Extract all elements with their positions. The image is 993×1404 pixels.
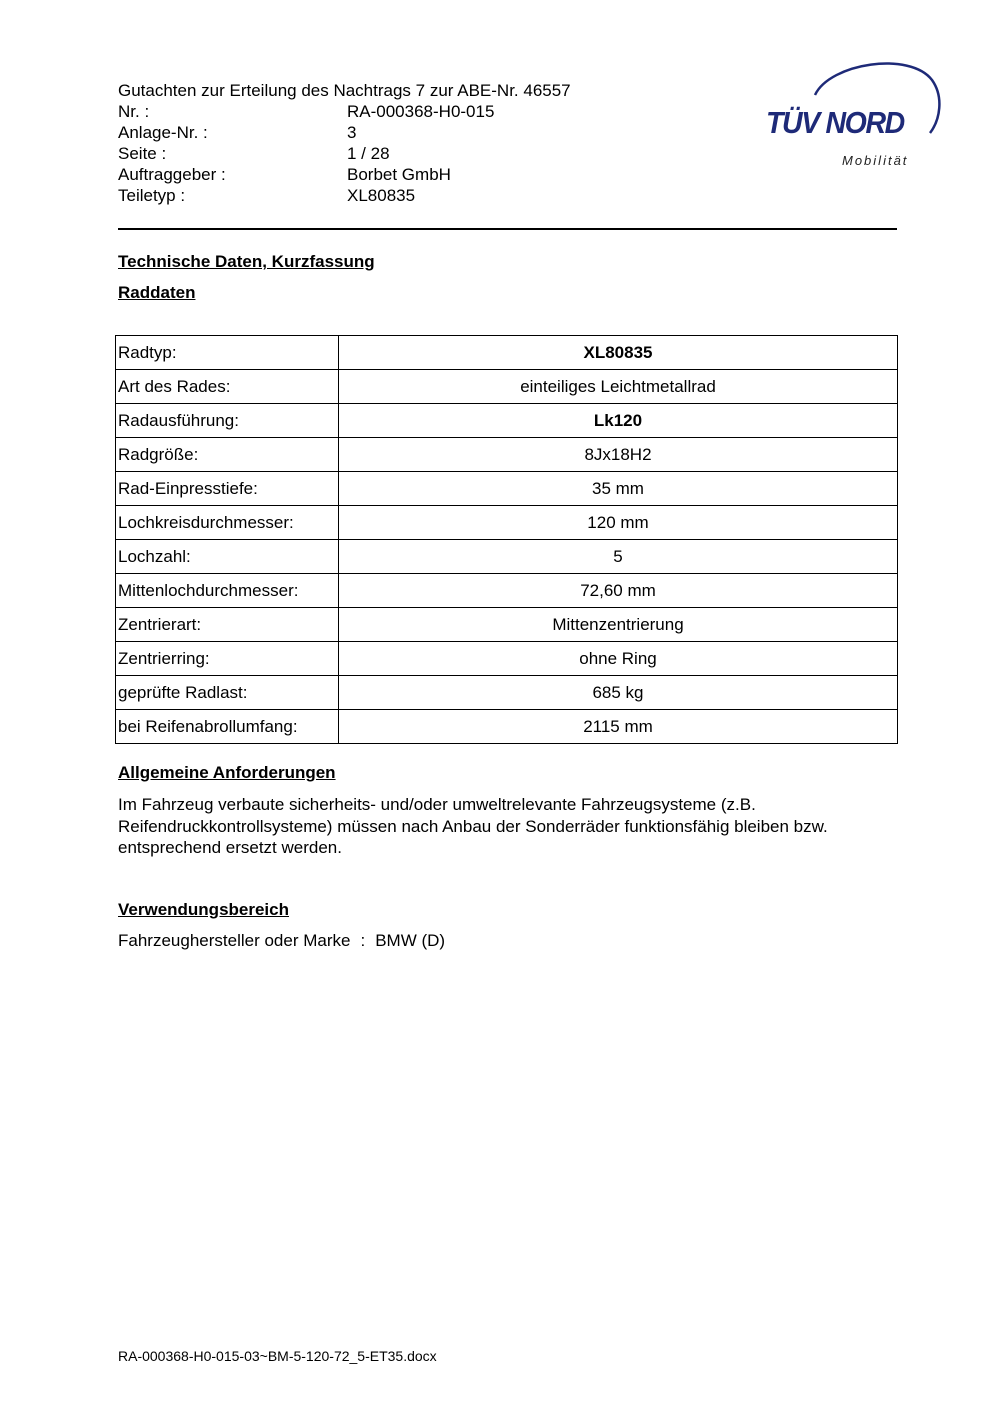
table-row: [116, 472, 898, 506]
table-row: [116, 336, 898, 370]
header-row-part-type: Teiletyp : XL80835: [118, 186, 416, 205]
usage-row: [118, 931, 445, 951]
row-label: Rad-Einpresstiefe:: [116, 472, 339, 506]
row-label: Art des Rades:: [116, 370, 339, 404]
row-value: 72,60 mm: [339, 574, 898, 608]
wheel-data-table: [115, 335, 898, 744]
requirements-title: Allgemeine Anforderungen: [118, 763, 336, 782]
table-row: [116, 574, 898, 608]
usage-separator: :: [360, 931, 366, 950]
row-label: Radgröße:: [116, 438, 339, 472]
header-row-attachment: Anlage-Nr. : 3: [118, 123, 357, 142]
row-label: Mittenlochdurchmesser:: [116, 574, 339, 608]
usage-title: Verwendungsbereich: [118, 900, 289, 919]
row-label: Radtyp:: [116, 336, 339, 370]
usage-label: Fahrzeughersteller oder Marke: [118, 931, 351, 950]
footer-filename: RA-000368-H0-015-03~BM-5-120-72_5-ET35.docx: [118, 1348, 437, 1364]
row-value: 120 mm: [339, 506, 898, 540]
table-row: [116, 540, 898, 574]
row-value: 35 mm: [339, 472, 898, 506]
subsection-title: Raddaten: [118, 283, 196, 302]
header-row-page: Seite : 1 / 28: [118, 144, 390, 163]
row-value: Lk120: [339, 404, 898, 438]
row-label: Lochkreisdurchmesser:: [116, 506, 339, 540]
table-row: [116, 676, 898, 710]
row-value: Mittenzentrierung: [339, 608, 898, 642]
table-row: [116, 608, 898, 642]
tuev-nord-logo: [760, 55, 945, 175]
row-value: einteiliges Leichtmetallrad: [339, 370, 898, 404]
row-value: 8Jx18H2: [339, 438, 898, 472]
section-title: Technische Daten, Kurzfassung: [118, 252, 375, 271]
header-row-number: Nr. : RA-000368-H0-015: [118, 102, 495, 121]
header-divider: [118, 228, 897, 230]
row-value: ohne Ring: [339, 642, 898, 676]
table-row: [116, 642, 898, 676]
document-header: [118, 80, 571, 206]
table-row: [116, 370, 898, 404]
table-row: [116, 506, 898, 540]
header-row-client: Auftraggeber : Borbet GmbH: [118, 165, 451, 184]
usage-value: BMW (D): [375, 931, 446, 950]
requirements-text: Im Fahrzeug verbaute sicherheits- und/oder umweltrelevante Fahrzeugsysteme (z.B. Reifendruckkontrollsysteme) müssen nach Anbau der Sonderräder funktionsfähig bleiben bzw. entsprechend ersetzt werden.: [118, 795, 828, 857]
row-label: Zentrierart:: [116, 608, 339, 642]
row-label: Lochzahl:: [116, 540, 339, 574]
row-value: 2115 mm: [339, 710, 898, 744]
row-value: 5: [339, 540, 898, 574]
row-label: bei Reifenabrollumfang:: [116, 710, 339, 744]
report-title: Gutachten zur Erteilung des Nachtrags 7 zur ABE-Nr. 46557: [118, 81, 571, 100]
logo-wordmark: TÜV NORD: [766, 105, 904, 140]
row-label: geprüfte Radlast:: [116, 676, 339, 710]
row-label: Zentrierring:: [116, 642, 339, 676]
table-row: [116, 710, 898, 744]
logo-subtitle: Mobilität: [842, 153, 909, 168]
row-value: 685 kg: [339, 676, 898, 710]
row-value: XL80835: [339, 336, 898, 370]
table-row: [116, 438, 898, 472]
row-label: Radausführung:: [116, 404, 339, 438]
table-row: [116, 404, 898, 438]
